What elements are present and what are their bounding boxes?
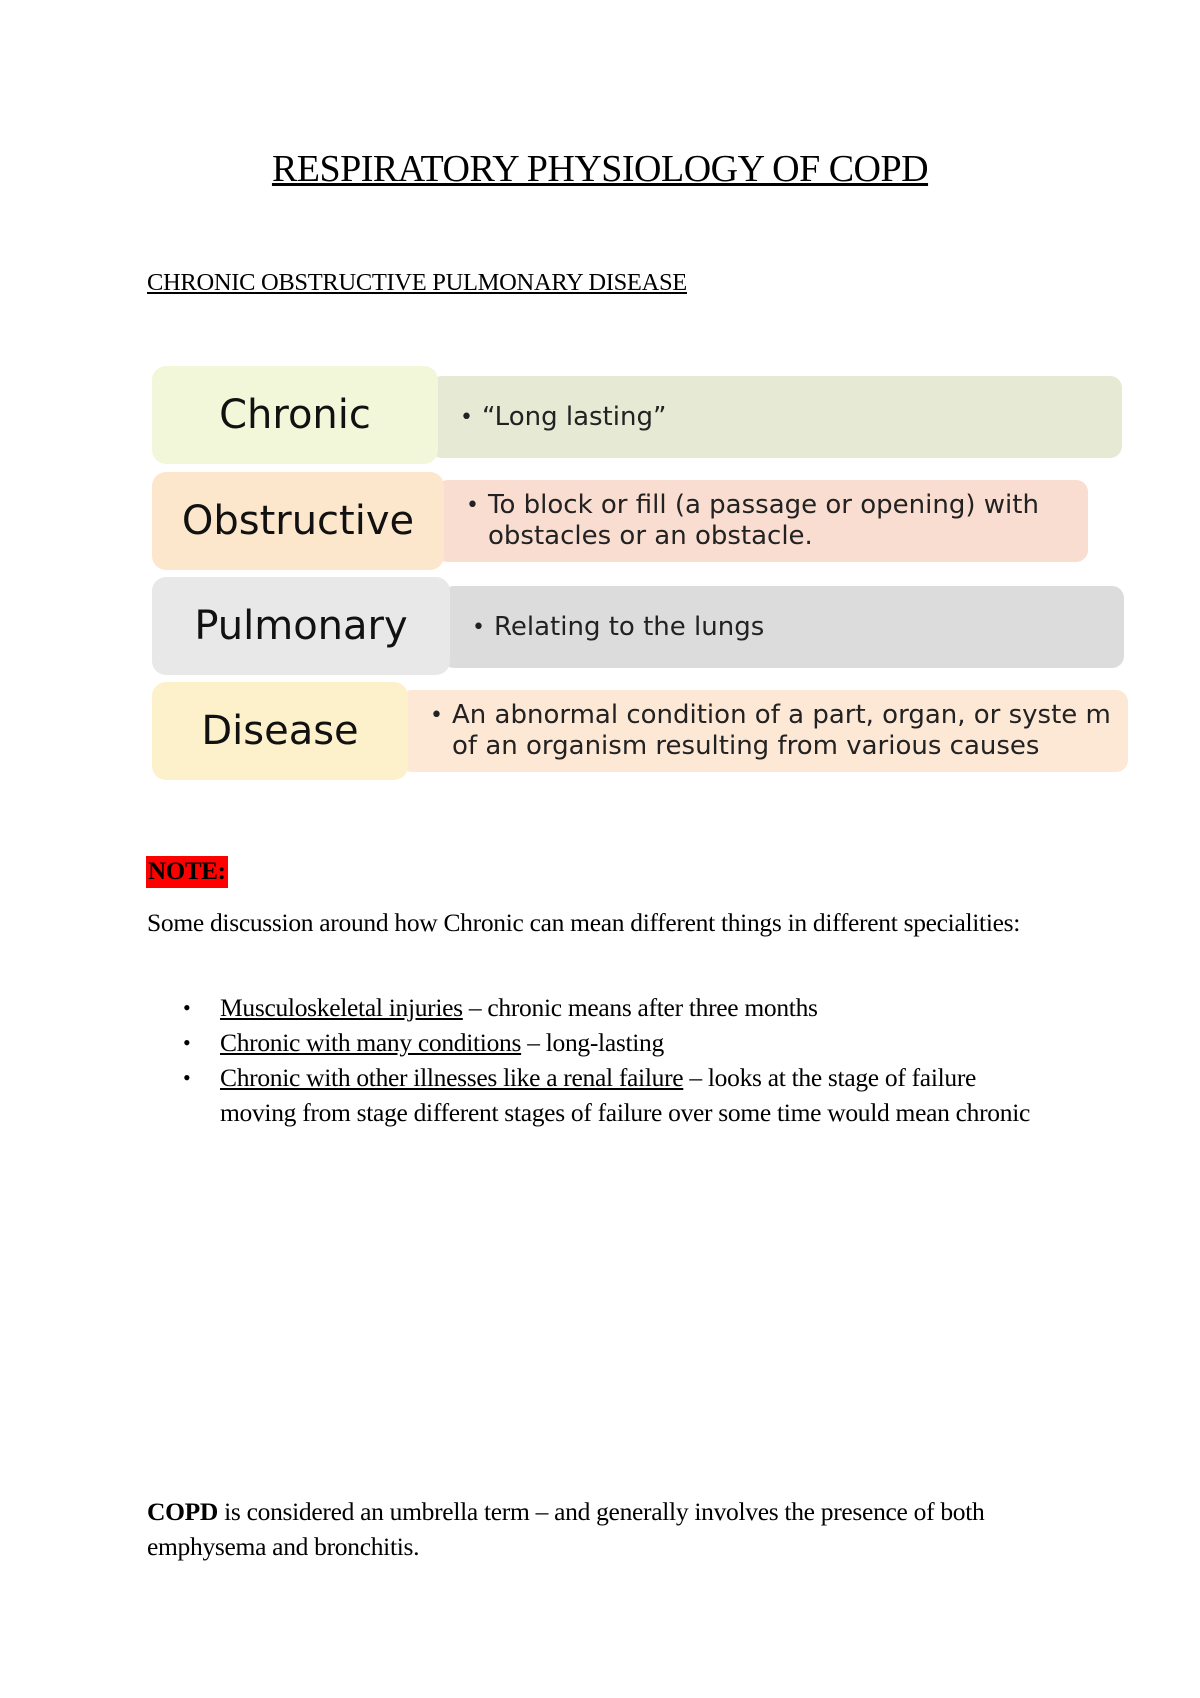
list-item: [147, 1025, 1047, 1060]
note-list: [147, 990, 1047, 1130]
definition-chronic: [430, 376, 1122, 458]
copd-text: is considered an umbrella term – and generally involves the presence of both emphysema and bronchitis.: [147, 1497, 985, 1561]
bullet-icon: •: [430, 703, 443, 728]
definition-pulmonary: [442, 586, 1124, 668]
definition-text: Relating to the lungs: [494, 611, 765, 642]
bullet-icon: •: [460, 404, 473, 430]
bullet-icon: •: [472, 614, 485, 640]
list-item-topic: Chronic with other illnesses like a renal failure: [220, 1063, 684, 1092]
list-item: [147, 990, 1047, 1025]
copd-paragraph: [147, 1494, 1077, 1564]
list-item-detail: – looks at the stage of failure moving from stage different stages of failure over some time would mean chronic: [220, 1063, 1030, 1127]
definition-text: To block or fill (a passage or opening) with obstacles or an obstacle.: [488, 490, 1039, 551]
list-item-topic: Chronic with many conditions: [220, 1028, 522, 1057]
bullet-icon: •: [466, 493, 479, 518]
term-pulmonary: Pulmonary: [152, 577, 450, 675]
copd-term: COPD: [147, 1497, 219, 1526]
note-intro: Some discussion around how Chronic can mean different things in different specialities:: [147, 908, 1021, 937]
note-label: NOTE:: [146, 856, 228, 888]
definition-text: “Long lasting”: [482, 401, 667, 432]
bullet-icon: •: [183, 1030, 191, 1055]
term-obstructive: Obstructive: [152, 472, 444, 570]
section-subtitle: CHRONIC OBSTRUCTIVE PULMONARY DISEASE: [147, 269, 687, 296]
term-chronic: Chronic: [152, 366, 438, 464]
list-item-detail: – long-lasting: [521, 1028, 664, 1057]
list-item-detail: – chronic means after three months: [462, 993, 818, 1022]
bullet-icon: •: [183, 1065, 191, 1090]
definition-obstructive: [436, 480, 1088, 562]
page-title: RESPIRATORY PHYSIOLOGY OF COPD: [271, 148, 929, 190]
list-item: [147, 1060, 1047, 1130]
list-item-topic: Musculoskeletal injuries: [220, 993, 463, 1022]
definition-text: An abnormal condition of a part, organ, or syste m of an organism resulting from various causes: [452, 700, 1111, 761]
bullet-icon: •: [183, 995, 191, 1020]
definition-disease: [400, 690, 1128, 772]
term-disease: Disease: [152, 682, 408, 780]
